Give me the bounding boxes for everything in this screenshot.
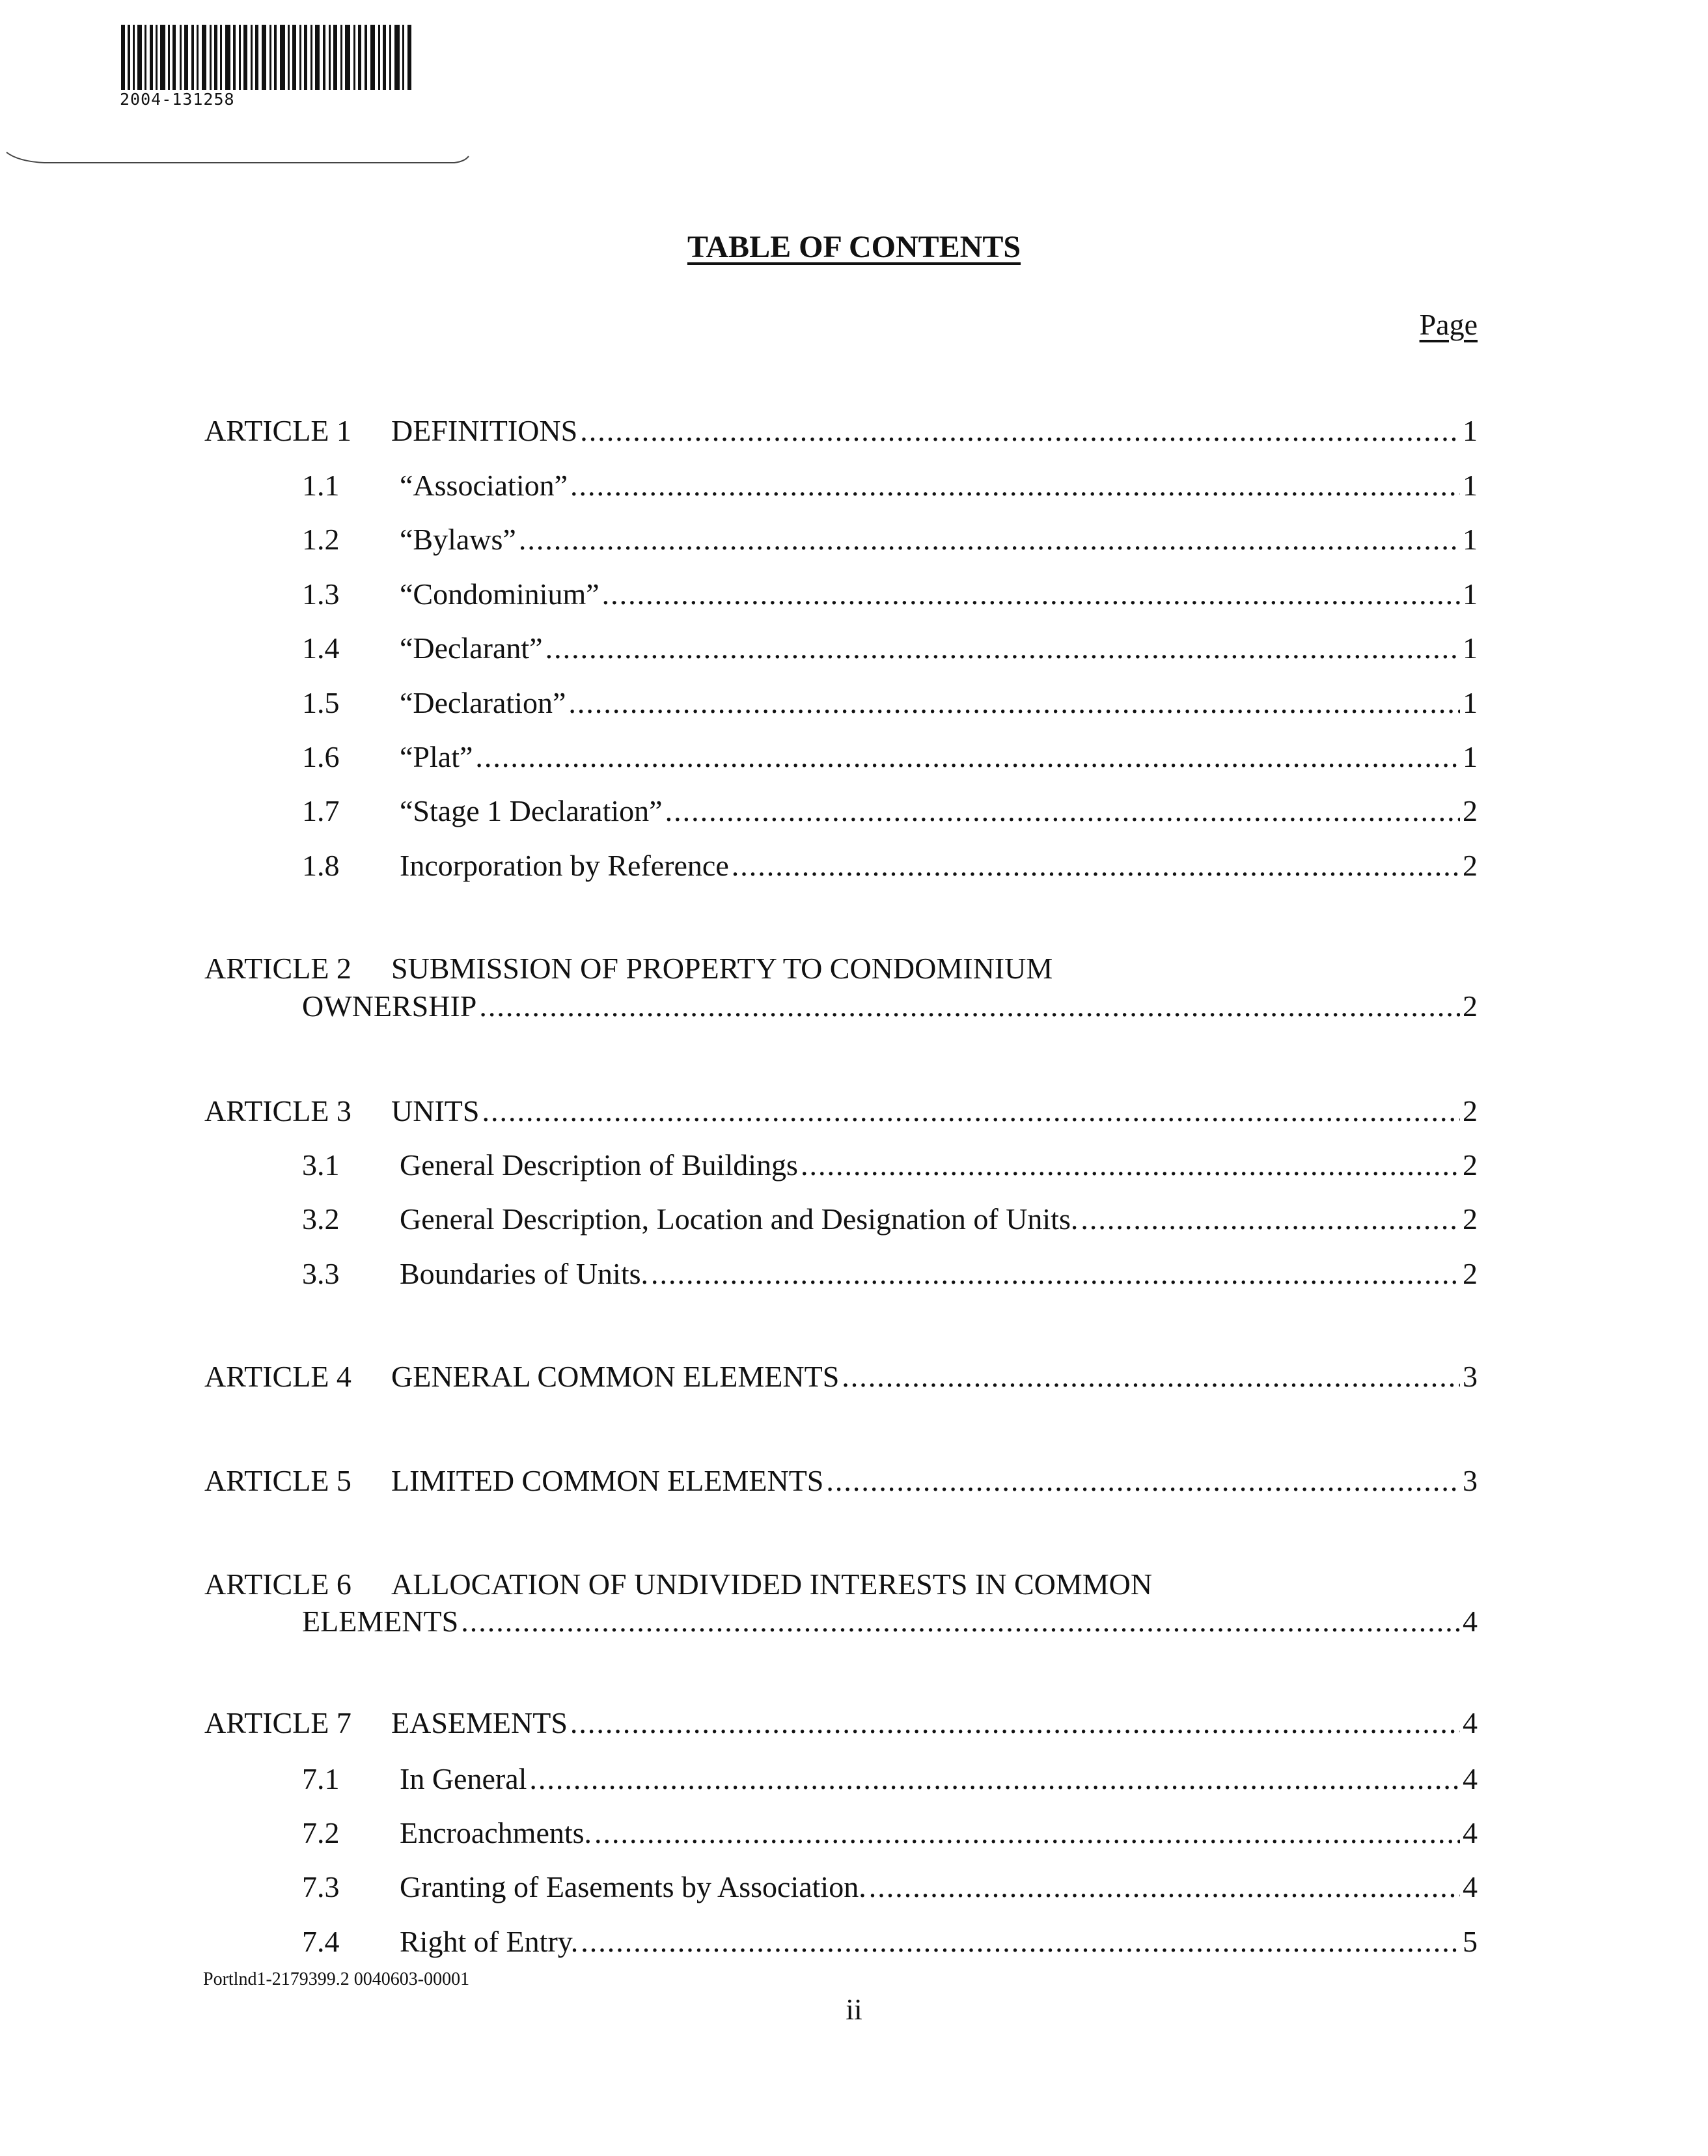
toc-entry-article-2[interactable] [302,986,1478,1027]
toc-entry-section[interactable] [400,574,1478,615]
entry-title: “Declaration” [400,686,566,719]
page-column-label: Page [1419,308,1478,341]
toc-entry-article-7[interactable] [391,1703,1478,1743]
article-number: ARTICLE 4 [204,1360,351,1393]
entry-title: GENERAL COMMON ELEMENTS [391,1360,840,1393]
leader-dots [732,846,1460,886]
entry-title: Boundaries of Units. [400,1257,649,1290]
entry-page: 3 [1463,1464,1478,1497]
entry-title: “Condominium” [400,577,599,611]
leader-dots [665,791,1460,831]
entry-page: 4 [1463,1706,1478,1739]
entry-page: 2 [1463,1094,1478,1127]
article-number: ARTICLE 5 [204,1464,351,1497]
toc-entry-section[interactable] [400,1145,1478,1185]
toc-entry-section[interactable] [400,519,1478,560]
toc-entry-article-5[interactable] [391,1461,1478,1501]
leader-dots [545,628,1460,669]
entry-title: OWNERSHIP [302,989,477,1023]
section-number: 3.2 [302,1202,340,1236]
entry-title: General Description, Location and Designation of Units. [400,1202,1079,1236]
toc-entry-section[interactable] [400,465,1478,506]
toc-entry-section[interactable] [400,1199,1478,1239]
section-number: 1.1 [302,469,340,502]
toc-entry-article-6[interactable] [302,1601,1478,1642]
leader-dots [602,574,1460,615]
entry-title: EASEMENTS [391,1706,568,1739]
leader-dots [519,519,1460,560]
toc-entry-section[interactable] [400,1867,1478,1907]
section-number: 1.3 [302,577,340,611]
scan-rule-line [5,150,470,169]
entry-page: 2 [1463,794,1478,827]
section-number: 1.5 [302,686,340,719]
entry-page: 1 [1463,577,1478,611]
toc-entry-section[interactable] [400,1254,1478,1294]
entry-title: “Declarant” [400,631,543,665]
leader-dots [570,1703,1460,1743]
leader-dots [570,465,1460,506]
entry-title: UNITS [391,1094,480,1127]
entry-page: 4 [1463,1605,1478,1638]
toc-entry-article-4[interactable] [391,1357,1478,1397]
toc-entry-section[interactable] [400,1922,1478,1962]
entry-title-line1: SUBMISSION OF PROPERTY TO CONDOMINIUM [391,952,1053,985]
entry-title: DEFINITIONS [391,414,578,447]
entry-title: LIMITED COMMON ELEMENTS [391,1464,824,1497]
entry-page: 5 [1463,1925,1478,1958]
leader-dots [842,1357,1460,1397]
section-number: 7.4 [302,1925,340,1958]
page-title: TABLE OF CONTENTS [687,230,1021,264]
toc-entry-section[interactable] [400,1813,1478,1853]
footer-document-id: Portlnd1-2179399.2 0040603-00001 [203,1969,470,1989]
article-number: ARTICLE 6 [204,1568,351,1601]
section-number: 3.3 [302,1257,340,1290]
entry-title: “Bylaws” [400,523,516,556]
barcode [121,25,414,90]
entry-title-line1: ALLOCATION OF UNDIVIDED INTERESTS IN COMMON [391,1568,1153,1601]
entry-title: Right of Entry. [400,1925,579,1958]
leader-dots [581,1922,1460,1962]
leader-dots [482,1091,1460,1131]
leader-dots [568,683,1460,723]
leader-dots [475,737,1460,777]
entry-title: “Association” [400,469,568,502]
article-number: ARTICLE 3 [204,1094,351,1127]
toc-entry-article-1[interactable] [391,411,1478,451]
entry-title: ELEMENTS [302,1605,459,1638]
toc-entry-article-3[interactable] [391,1091,1478,1131]
entry-page: 4 [1463,1870,1478,1903]
section-number: 7.1 [302,1762,340,1795]
entry-page: 4 [1463,1762,1478,1795]
leader-dots [594,1813,1460,1853]
entry-page: 1 [1463,740,1478,773]
section-number: 7.3 [302,1870,340,1903]
toc-entry-section[interactable] [400,683,1478,723]
section-number: 1.8 [302,849,340,882]
page-number: ii [846,1993,862,2026]
entry-title: In General [400,1762,527,1795]
entry-title: Incorporation by Reference [400,849,729,882]
leader-dots [801,1145,1460,1185]
leader-dots [479,986,1460,1027]
article-number: ARTICLE 1 [204,414,351,447]
entry-page: 1 [1463,414,1478,447]
leader-dots [529,1759,1460,1799]
entry-page: 2 [1463,989,1478,1023]
entry-page: 2 [1463,1257,1478,1290]
toc-entry-section[interactable] [400,846,1478,886]
toc-entry-section[interactable] [400,737,1478,777]
entry-page: 2 [1463,849,1478,882]
article-number: ARTICLE 7 [204,1706,351,1739]
entry-title: “Stage 1 Declaration” [400,794,663,827]
entry-title: Encroachments. [400,1816,592,1849]
entry-title: General Description of Buildings [400,1148,798,1182]
toc-entry-section[interactable] [400,628,1478,669]
entry-title: Granting of Easements by Association. [400,1870,866,1903]
leader-dots [826,1461,1460,1501]
entry-page: 3 [1463,1360,1478,1393]
entry-page: 1 [1463,686,1478,719]
entry-page: 1 [1463,469,1478,502]
entry-page: 1 [1463,631,1478,665]
entry-page: 1 [1463,523,1478,556]
section-number: 1.2 [302,523,340,556]
toc-entry-section[interactable] [400,1759,1478,1799]
leader-dots [651,1254,1460,1294]
entry-page: 2 [1463,1202,1478,1236]
section-number: 1.4 [302,631,340,665]
leader-dots [869,1867,1460,1907]
leader-dots [580,411,1460,451]
article-number: ARTICLE 2 [204,952,351,985]
entry-title: “Plat” [400,740,473,773]
entry-page: 2 [1463,1148,1478,1182]
section-number: 1.7 [302,794,340,827]
section-number: 3.1 [302,1148,340,1182]
leader-dots [461,1601,1460,1642]
leader-dots [1081,1199,1460,1239]
entry-page: 4 [1463,1816,1478,1849]
barcode-number: 2004-131258 [120,90,235,109]
section-number: 7.2 [302,1816,340,1849]
section-number: 1.6 [302,740,340,773]
toc-entry-section[interactable] [400,791,1478,831]
